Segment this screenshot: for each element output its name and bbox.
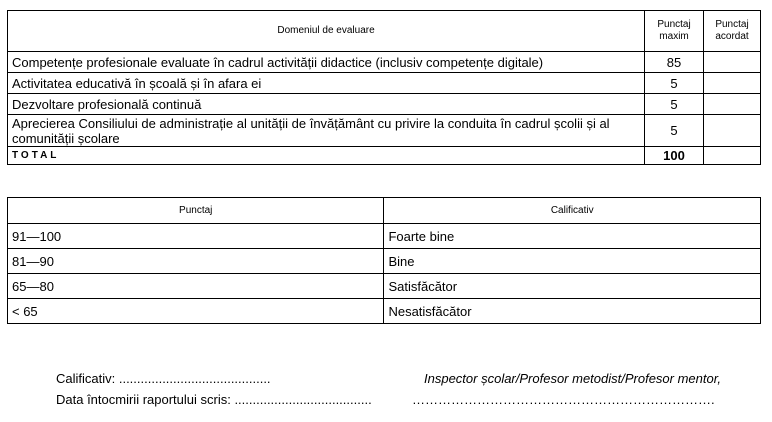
table-row (8, 73, 761, 94)
awarded-points-cell[interactable] (704, 52, 761, 73)
points-range: 65—80 (8, 274, 384, 299)
date-signature-line: Data întocmirii raportului scris: ...................................... (56, 392, 372, 407)
total-row (8, 147, 761, 165)
awarded-points-cell[interactable] (704, 94, 761, 115)
inspector-label: Inspector școlar/Profesor metodist/Profesor mentor, (424, 371, 721, 386)
table-row (8, 249, 761, 274)
points-range: < 65 (8, 299, 384, 324)
rating-value: Foarte bine (384, 224, 761, 249)
max-points-value: 5 (645, 94, 704, 115)
criterion-text: Aprecierea Consiliului de administrație al unității de învățământ cu privire la conduita în cadrul școlii și al comunității școlare (8, 115, 645, 147)
awarded-points-cell[interactable] (704, 115, 761, 147)
header-domain: Domeniul de evaluare (8, 11, 645, 52)
header-rating: Calificativ (384, 198, 761, 224)
table-row (8, 224, 761, 249)
evaluation-header-row (8, 11, 761, 52)
total-label: TOTAL (8, 147, 645, 165)
rating-value: Nesatisfăcător (384, 299, 761, 324)
table-row (8, 299, 761, 324)
rating-signature-line: Calificativ: .......................................... (56, 371, 271, 386)
table-row (8, 274, 761, 299)
criterion-text: Competențe profesionale evaluate în cadrul activității didactice (inclusiv competențe digitale) (8, 52, 645, 73)
table-row (8, 52, 761, 73)
total-max-value: 100 (645, 147, 704, 165)
table-row (8, 94, 761, 115)
max-points-value: 5 (645, 115, 704, 147)
header-awarded-points: Punctaj acordat (704, 11, 761, 52)
points-range: 91—100 (8, 224, 384, 249)
criterion-text: Activitatea educativă în școală și în afara ei (8, 73, 645, 94)
header-points: Punctaj (8, 198, 384, 224)
awarded-points-cell[interactable] (704, 73, 761, 94)
total-awarded-cell[interactable] (704, 147, 761, 165)
points-range: 81—90 (8, 249, 384, 274)
max-points-value: 85 (645, 52, 704, 73)
grade-header-row (8, 198, 761, 224)
rating-value: Bine (384, 249, 761, 274)
header-max-points: Punctaj maxim (645, 11, 704, 52)
evaluation-table (7, 10, 761, 165)
criterion-text: Dezvoltare profesională continuă (8, 94, 645, 115)
max-points-value: 5 (645, 73, 704, 94)
grade-table (7, 197, 761, 324)
rating-value: Satisfăcător (384, 274, 761, 299)
inspector-signature-line: ……………………………………………………………. (412, 392, 715, 407)
table-row (8, 115, 761, 147)
